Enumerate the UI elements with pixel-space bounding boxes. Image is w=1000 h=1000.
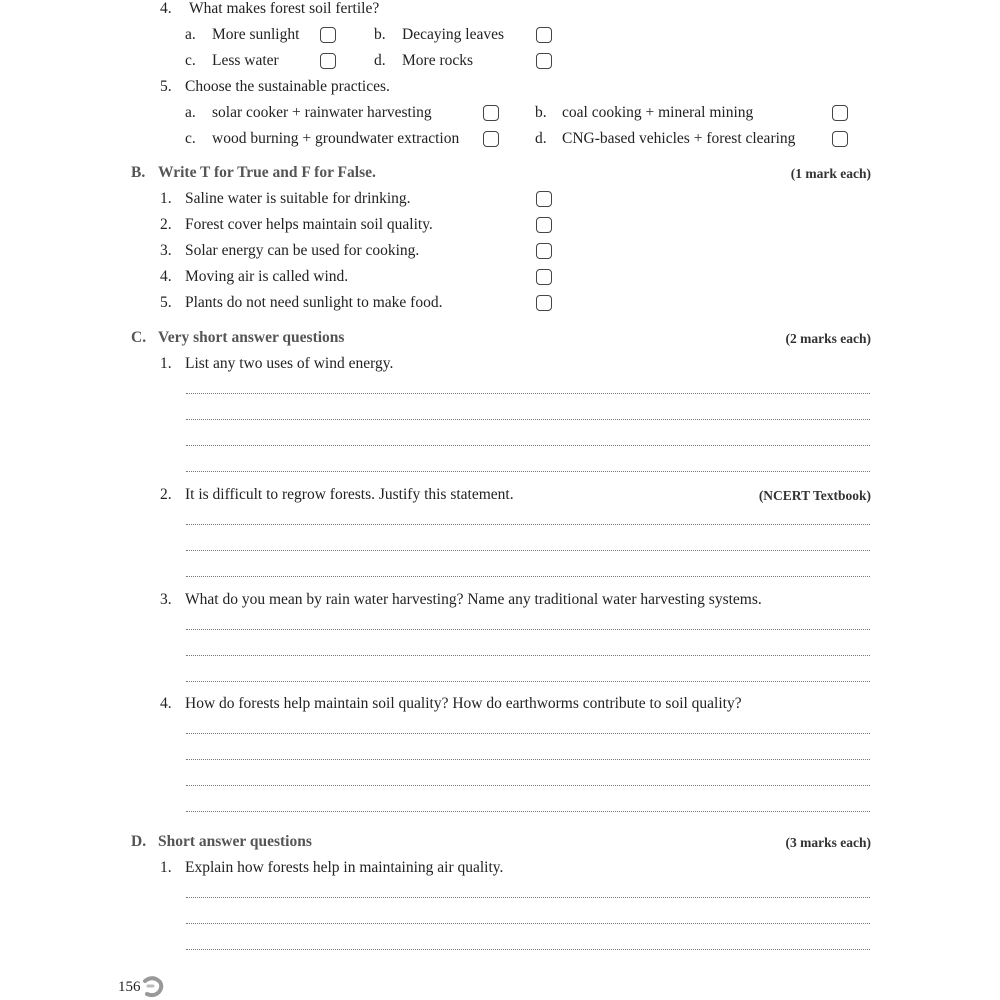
option-letter: c.	[185, 130, 196, 147]
question-text: Explain how forests help in maintaining air quality.	[185, 859, 504, 876]
answer-line[interactable]	[186, 923, 870, 924]
answer-checkbox[interactable]	[536, 27, 552, 43]
answer-box[interactable]	[536, 295, 552, 311]
item-number: 1.	[160, 190, 172, 207]
answer-checkbox[interactable]	[832, 105, 848, 121]
option-text: More sunlight	[212, 26, 300, 43]
item-number: 3.	[160, 242, 172, 259]
section-title: Write T for True and F for False.	[158, 164, 376, 181]
answer-line[interactable]	[186, 550, 870, 551]
item-number: 1.	[160, 355, 172, 372]
answer-line[interactable]	[186, 655, 870, 656]
section-letter: D.	[131, 833, 147, 850]
answer-line[interactable]	[186, 524, 870, 525]
item-number: 2.	[160, 486, 172, 503]
section-letter: C.	[131, 329, 147, 346]
section-marks: (3 marks each)	[785, 835, 871, 850]
answer-checkbox[interactable]	[320, 53, 336, 69]
question-text: Choose the sustainable practices.	[185, 78, 390, 95]
question-text: What makes forest soil fertile?	[189, 0, 380, 17]
answer-line[interactable]	[186, 681, 870, 682]
option-letter: b.	[535, 104, 547, 121]
option-letter: c.	[185, 52, 196, 69]
answer-line[interactable]	[186, 785, 870, 786]
option-text: wood burning + groundwater extraction	[212, 130, 460, 147]
answer-checkbox[interactable]	[483, 105, 499, 121]
option-letter: a.	[185, 26, 196, 43]
option-text: CNG-based vehicles + forest clearing	[562, 130, 796, 147]
answer-box[interactable]	[536, 269, 552, 285]
question-number: 4.	[160, 0, 172, 17]
item-number: 4.	[160, 695, 172, 712]
option-text: More rocks	[402, 52, 474, 69]
section-marks: (2 marks each)	[785, 331, 871, 346]
option-letter: d.	[374, 52, 386, 69]
section-letter: B.	[131, 164, 146, 181]
answer-line[interactable]	[186, 471, 870, 472]
section-title: Short answer questions	[158, 833, 312, 850]
option-text: Less water	[212, 52, 279, 69]
question-text: What do you mean by rain water harvesting? Name any traditional water harvesting systems.	[185, 591, 762, 608]
item-number: 1.	[160, 859, 172, 876]
publisher-logo-icon	[142, 976, 164, 998]
section-marks: (1 mark each)	[790, 166, 871, 181]
statement-text: Moving air is called wind.	[185, 268, 349, 285]
option-text: coal cooking + mineral mining	[562, 104, 754, 121]
item-number: 5.	[160, 294, 172, 311]
statement-text: Saline water is suitable for drinking.	[185, 190, 411, 207]
item-number: 4.	[160, 268, 172, 285]
answer-checkbox[interactable]	[483, 131, 499, 147]
answer-box[interactable]	[536, 243, 552, 259]
item-number: 3.	[160, 591, 172, 608]
answer-line[interactable]	[186, 419, 870, 420]
answer-checkbox[interactable]	[832, 131, 848, 147]
answer-line[interactable]	[186, 576, 870, 577]
source-tag: (NCERT Textbook)	[758, 488, 871, 503]
option-text: Decaying leaves	[402, 26, 504, 43]
answer-line[interactable]	[186, 811, 870, 812]
option-letter: b.	[374, 26, 386, 43]
option-text: solar cooker + rainwater harvesting	[212, 104, 432, 121]
item-number: 2.	[160, 216, 172, 233]
answer-checkbox[interactable]	[320, 27, 336, 43]
question-text: List any two uses of wind energy.	[185, 355, 394, 372]
question-number: 5.	[160, 78, 172, 95]
statement-text: Solar energy can be used for cooking.	[185, 242, 420, 259]
answer-line[interactable]	[186, 393, 870, 394]
answer-line[interactable]	[186, 733, 870, 734]
answer-box[interactable]	[536, 217, 552, 233]
page-number: 156	[118, 979, 141, 995]
answer-line[interactable]	[186, 629, 870, 630]
answer-checkbox[interactable]	[536, 53, 552, 69]
answer-box[interactable]	[536, 191, 552, 207]
answer-line[interactable]	[186, 445, 870, 446]
section-title: Very short answer questions	[158, 329, 345, 346]
answer-line[interactable]	[186, 949, 870, 950]
answer-line[interactable]	[186, 897, 870, 898]
statement-text: Forest cover helps maintain soil quality.	[185, 216, 433, 233]
option-letter: d.	[535, 130, 547, 147]
question-text: It is difficult to regrow forests. Justify this statement.	[185, 486, 514, 503]
question-text: How do forests help maintain soil quality? How do earthworms contribute to soil quality?	[185, 695, 742, 712]
statement-text: Plants do not need sunlight to make food.	[185, 294, 443, 311]
answer-line[interactable]	[186, 759, 870, 760]
option-letter: a.	[185, 104, 196, 121]
